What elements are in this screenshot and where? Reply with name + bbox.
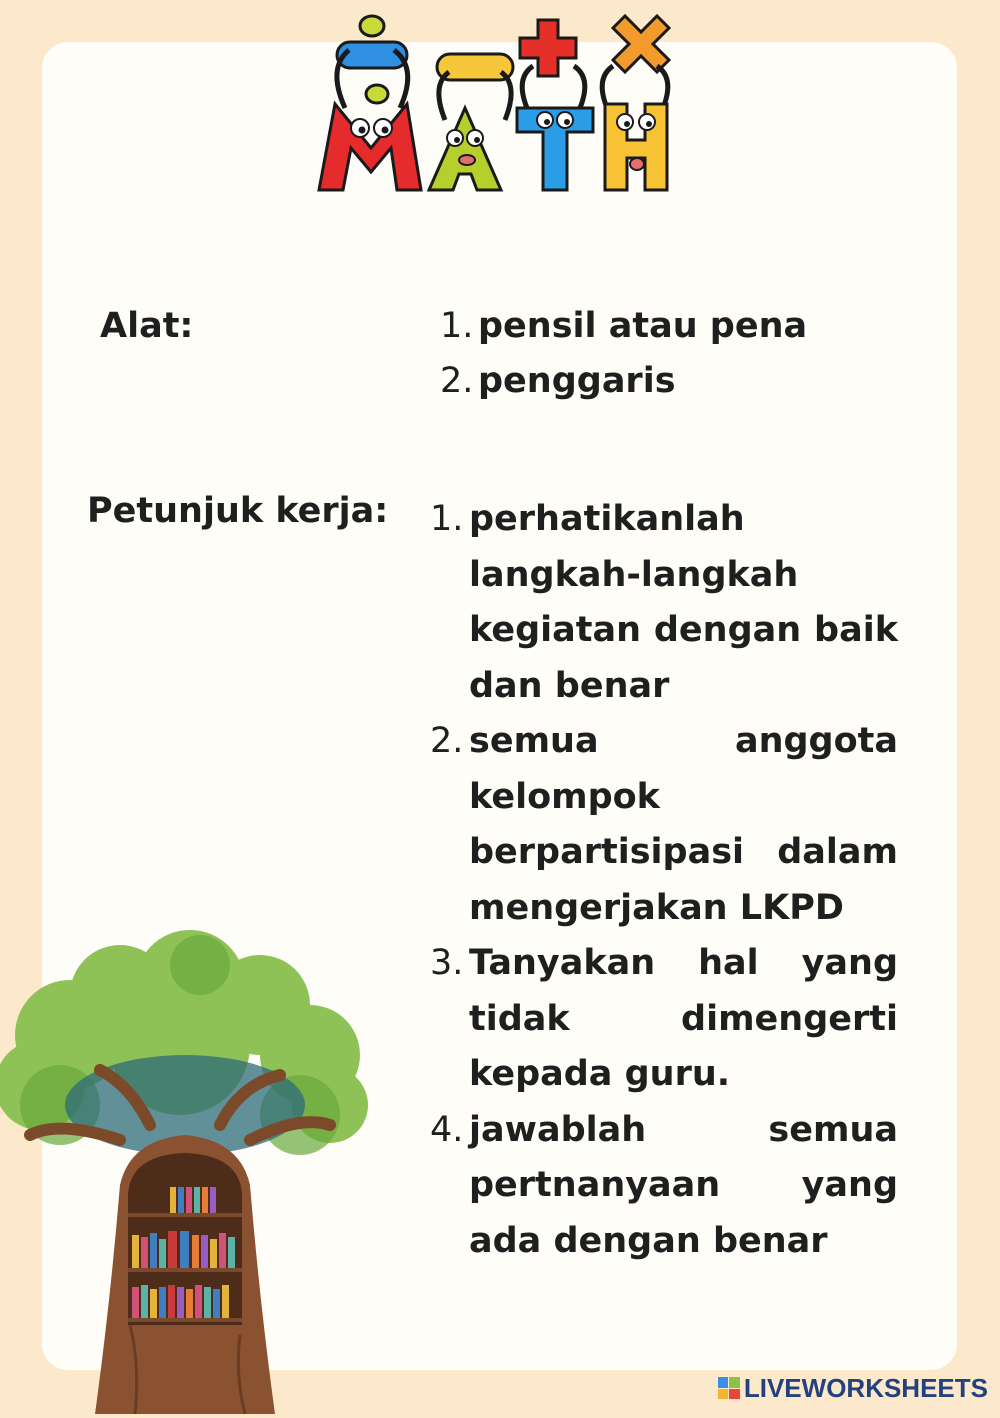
brand-text: LIVEWORKSHEETS: [743, 1372, 988, 1403]
step-item: [430, 492, 898, 714]
step-text: perhatikanlah langkah-langkah kegiatan dengan baik dan benar: [469, 499, 898, 706]
alat-item-text: penggaris: [478, 361, 676, 401]
step-text: semua anggota kelompok berpartisipasi dalam mengerjakan LKPD: [469, 721, 898, 928]
tree-bookshelf-illustration: [0, 925, 370, 1414]
liveworksheets-logo-icon: [718, 1377, 740, 1399]
liveworksheets-brand: [718, 1374, 988, 1402]
alat-item-text: pensil atau pena: [478, 306, 808, 346]
step-text: Tanyakan hal yang tidak dimengerti kepada guru.: [469, 943, 898, 1094]
alat-label: Alat:: [100, 306, 194, 346]
petunjuk-label: Petunjuk kerja:: [87, 491, 389, 531]
alat-item-number: 1.: [440, 306, 474, 346]
step-item: [430, 714, 898, 936]
alat-item: [440, 306, 808, 364]
step-text: jawablah semua pertnanyaan yang ada dengan benar: [469, 1109, 898, 1261]
step-number: 1.: [430, 499, 464, 539]
step-number: 4.: [430, 1109, 464, 1150]
alat-item: [440, 361, 807, 419]
math-logo: [305, 8, 695, 203]
step-item: [430, 1103, 898, 1270]
alat-item-number: 2.: [440, 361, 474, 401]
step-item: [430, 936, 898, 1103]
step-number: 3.: [430, 943, 464, 983]
petunjuk-steps: [430, 492, 898, 1269]
alat-list: [440, 306, 808, 419]
step-number: 2.: [430, 721, 464, 761]
